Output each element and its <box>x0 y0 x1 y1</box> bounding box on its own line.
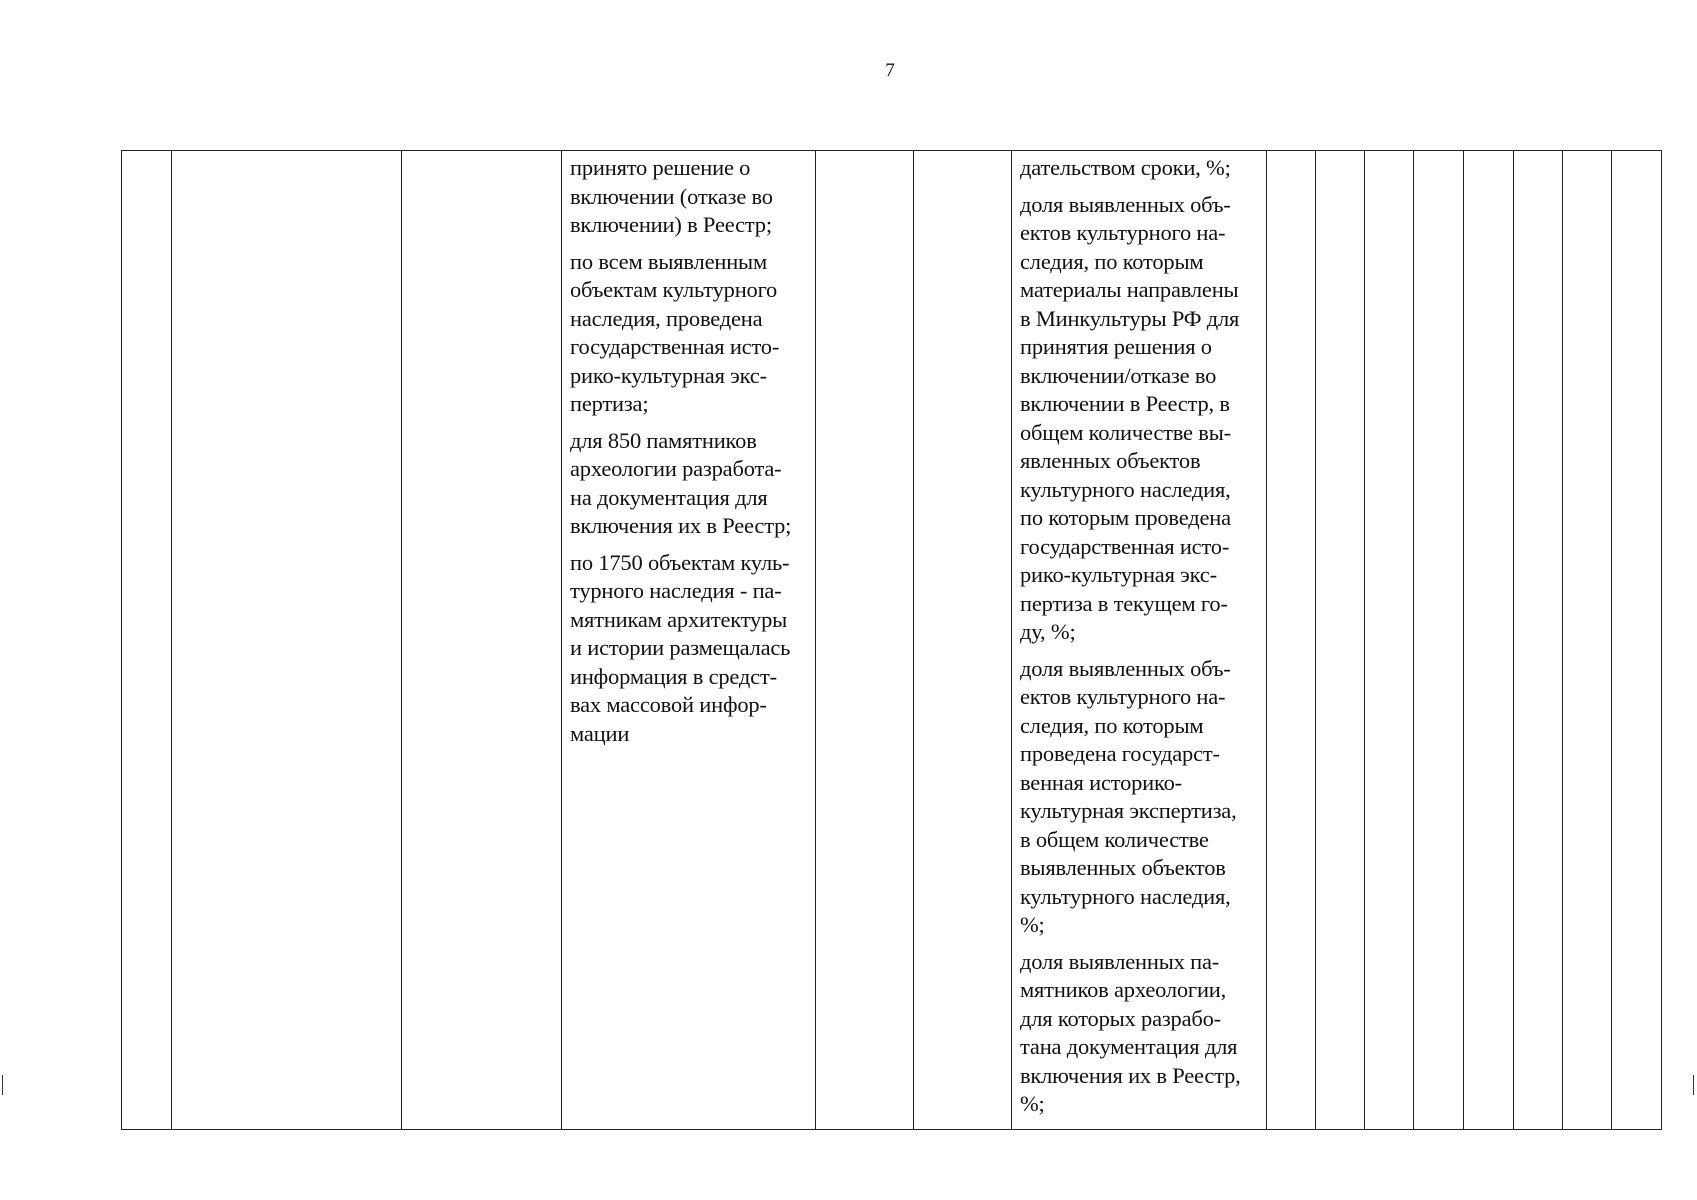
text-line: включения их в Реестр; <box>570 513 792 538</box>
text-line: по 1750 объектам куль- <box>570 549 790 575</box>
table-cell-col10 <box>1365 151 1414 1130</box>
text-line: доля выявленных па- <box>1020 948 1220 974</box>
table-cell-col15 <box>1612 151 1662 1130</box>
text-line: на документация для <box>570 484 768 510</box>
text-line: археологии разработа- <box>570 456 782 481</box>
text-line: включения их в Реестр, <box>1020 1062 1241 1088</box>
text-line: культурного наследия, <box>1020 883 1231 909</box>
text-line: в Минкультуры РФ для <box>1020 305 1240 331</box>
text-line: принятия решения о <box>1020 334 1212 359</box>
table-cell-activity-results <box>562 151 816 1130</box>
text-line: дательством сроки, %; <box>1020 155 1231 180</box>
text-line: общем количестве вы- <box>1020 419 1231 445</box>
cell-text-col7 <box>1012 151 1266 1119</box>
text-line: наследия, проведена <box>570 305 763 331</box>
text-line: рико-культурная экс- <box>570 362 767 388</box>
paragraph <box>1020 948 1262 1119</box>
paragraph <box>1020 191 1262 647</box>
table-cell-col12 <box>1464 151 1514 1130</box>
text-line: рико-культурная экс- <box>1020 562 1217 587</box>
text-line: мятников археологии, <box>1020 977 1227 1002</box>
table-cell-col9 <box>1316 151 1365 1130</box>
text-line: мятникам архитектуры <box>570 606 788 632</box>
text-line: доля выявленных объ- <box>1020 191 1231 217</box>
table-cell-col2 <box>172 151 402 1130</box>
table-cell-col11 <box>1414 151 1464 1130</box>
program-table <box>121 150 1662 1130</box>
text-line: ектов культурного на- <box>1020 684 1226 709</box>
paragraph <box>1020 154 1262 183</box>
text-line: вах массовой инфор- <box>570 692 767 717</box>
text-line: следия, по которым <box>1020 712 1204 738</box>
text-line: включении (отказе во <box>570 183 773 209</box>
table-cell-col6 <box>914 151 1012 1130</box>
text-line: выявленных объектов <box>1020 855 1226 880</box>
cell-text-col4 <box>562 151 815 748</box>
text-line: материалы направлены <box>1020 277 1239 302</box>
scan-edge-mark-left <box>2 1075 3 1095</box>
text-line: по всем выявленным <box>570 248 767 274</box>
text-line: явленных объектов <box>1020 448 1201 473</box>
text-line: включении/отказе во <box>1020 362 1217 388</box>
text-line: для 850 памятников <box>570 427 757 453</box>
text-line: %; <box>1020 912 1045 937</box>
table-cell-col1 <box>122 151 172 1130</box>
text-line: проведена государст- <box>1020 741 1220 766</box>
text-line: пертиза; <box>570 391 649 416</box>
text-line: включении) в Реестр; <box>570 212 772 237</box>
table-cell-col14 <box>1563 151 1612 1130</box>
text-line: и истории размещалась <box>570 635 791 660</box>
text-line: по которым проведена <box>1020 505 1231 530</box>
table-cell-col13 <box>1514 151 1563 1130</box>
table-row <box>122 151 1662 1130</box>
text-line: для которых разрабо- <box>1020 1005 1221 1031</box>
table-cell-col8 <box>1267 151 1316 1130</box>
text-line: культурная экспертиза, <box>1020 798 1237 823</box>
paragraph <box>570 248 811 419</box>
text-line: информация в средст- <box>570 663 777 689</box>
text-line: принято решение о <box>570 155 751 180</box>
text-line: ду, %; <box>1020 619 1076 644</box>
table-cell-col5 <box>816 151 914 1130</box>
text-line: тана документация для <box>1020 1034 1238 1059</box>
paragraph <box>570 154 811 240</box>
text-line: венная историко- <box>1020 769 1182 795</box>
text-line: в общем количестве <box>1020 826 1209 852</box>
text-line: государственная исто- <box>1020 533 1230 559</box>
page-number: 7 <box>885 60 895 81</box>
table-cell-col3 <box>402 151 562 1130</box>
paragraph <box>570 549 811 749</box>
table-cell-indicators <box>1012 151 1267 1130</box>
text-line: пертиза в текущем го- <box>1020 590 1228 616</box>
text-line: объектам культурного <box>570 277 778 302</box>
text-line: мации <box>570 720 630 746</box>
text-line: культурного наследия, <box>1020 476 1231 502</box>
text-line: государственная исто- <box>570 334 780 359</box>
text-line: ектов культурного на- <box>1020 220 1226 245</box>
text-line: включении в Реестр, в <box>1020 391 1230 416</box>
text-line: %; <box>1020 1091 1045 1116</box>
paragraph <box>1020 655 1262 940</box>
scan-edge-mark-right <box>1693 1075 1694 1095</box>
text-line: турного наследия - па- <box>570 578 782 603</box>
paragraph <box>570 427 811 541</box>
text-line: следия, по которым <box>1020 248 1204 274</box>
text-line: доля выявленных объ- <box>1020 655 1231 681</box>
